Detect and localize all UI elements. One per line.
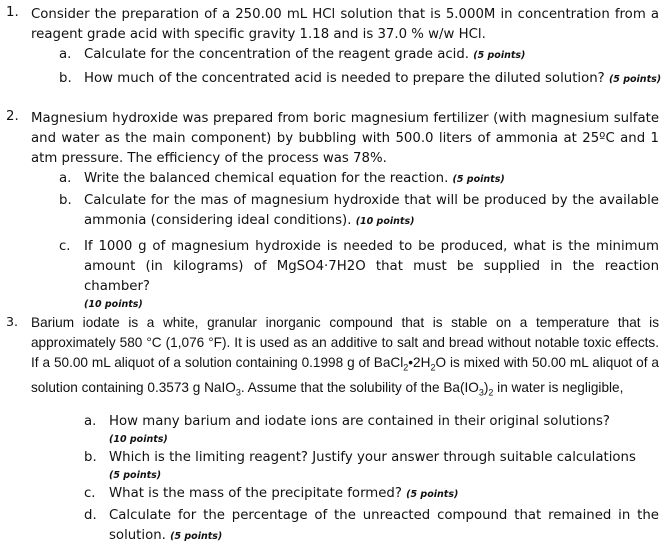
sub-question	[59, 169, 659, 191]
sub-question	[59, 69, 662, 89]
points-label: (5 points)	[406, 489, 459, 500]
sub-question-letter: c.	[59, 239, 71, 254]
sub-question	[84, 484, 660, 506]
sub-question	[59, 237, 659, 310]
sub-question-text: Which is the limiting reagent? Justify your answer through suitable calculations	[109, 450, 636, 465]
sub-question-text: How much of the concentrated acid is needed to prepare the diluted solution?	[84, 71, 605, 86]
sub-question-list	[59, 45, 662, 89]
sub-question-letter: a.	[84, 414, 97, 429]
sub-question-text: Calculate for the concentration of the reagent grade acid.	[84, 47, 470, 62]
points-label: (5 points)	[608, 74, 662, 85]
sub-question	[84, 412, 660, 448]
sub-question	[84, 448, 660, 484]
sub-question-letter: a.	[59, 47, 72, 62]
points-label: (5 points)	[452, 174, 505, 185]
question-number: 2.	[6, 109, 19, 124]
sub-question-text: Calculate for the percentage of the unreacted compound that remained in the solution.	[109, 508, 659, 543]
sub-question-letter: a.	[59, 171, 72, 186]
sub-question-letter: c.	[84, 486, 96, 501]
sub-question-letter: b.	[59, 71, 72, 86]
sub-question-list	[59, 169, 659, 310]
question-stem: Magnesium hydroxide was prepared from boric magnesium fertilizer (with magnesium sulfate and water as the main component) by bubbling with 500.0 liters of ammonia at 25ºC and 1 atm pressure. The efficiency of the process was 78%.	[31, 111, 659, 166]
sub-question-text: If 1000 g of magnesium hydroxide is needed to be produced, what is the minimum amount (in kilograms) of MgSO4·7H2O that must be supplied in the reaction chamber?	[84, 239, 659, 294]
question-stem: Consider the preparation of a 250.00 mL HCl solution that is 5.000M in concentration from a reagent grade acid with specific gravity 1.18 and is 37.0 % w/w HCl.	[31, 7, 659, 42]
sub-question	[84, 506, 660, 546]
sub-question-letter: b.	[59, 193, 72, 208]
points-label: (5 points)	[473, 50, 526, 61]
points-label: (5 points)	[109, 470, 162, 481]
points-label: (10 points)	[355, 216, 415, 227]
sub-question-text: How many barium and iodate ions are contained in their original solutions?	[109, 414, 610, 429]
sub-question	[59, 191, 659, 231]
sub-question-text: Calculate for the mas of magnesium hydroxide that will be produced by the available ammonia (considering ideal conditions).	[84, 193, 659, 228]
question-stem: Barium iodate is a white, granular inorganic compound that is stable on a temperature that is approximately 580 °C (1,076 °F). It is used as an additive to salt and bread without notable toxic effects. If a 50.00 mL aliquot of a solution containing 0.1998 g of $BaCl_2•2H_2O$ is mixed with 50.00 mL aliquot of a solution containing 0.3573 g NaIO$_3$. Assume that the solubility of the $Ba(IO_3)_2$ in water is negligible,	[31, 315, 659, 398]
points-label: (10 points)	[84, 299, 143, 310]
sub-question-letter: d.	[84, 508, 97, 523]
sub-question-text: What is the mass of the precipitate formed?	[109, 486, 402, 501]
points-label: (10 points)	[109, 434, 168, 445]
points-label: (5 points)	[170, 531, 223, 542]
question-number: 1.	[6, 5, 19, 20]
sub-question-list	[84, 412, 660, 546]
question-number: 3.	[6, 314, 19, 329]
sub-question-letter: b.	[84, 450, 97, 465]
sub-question	[59, 45, 659, 65]
sub-question-text: Write the balanced chemical equation for the reaction.	[84, 171, 449, 186]
